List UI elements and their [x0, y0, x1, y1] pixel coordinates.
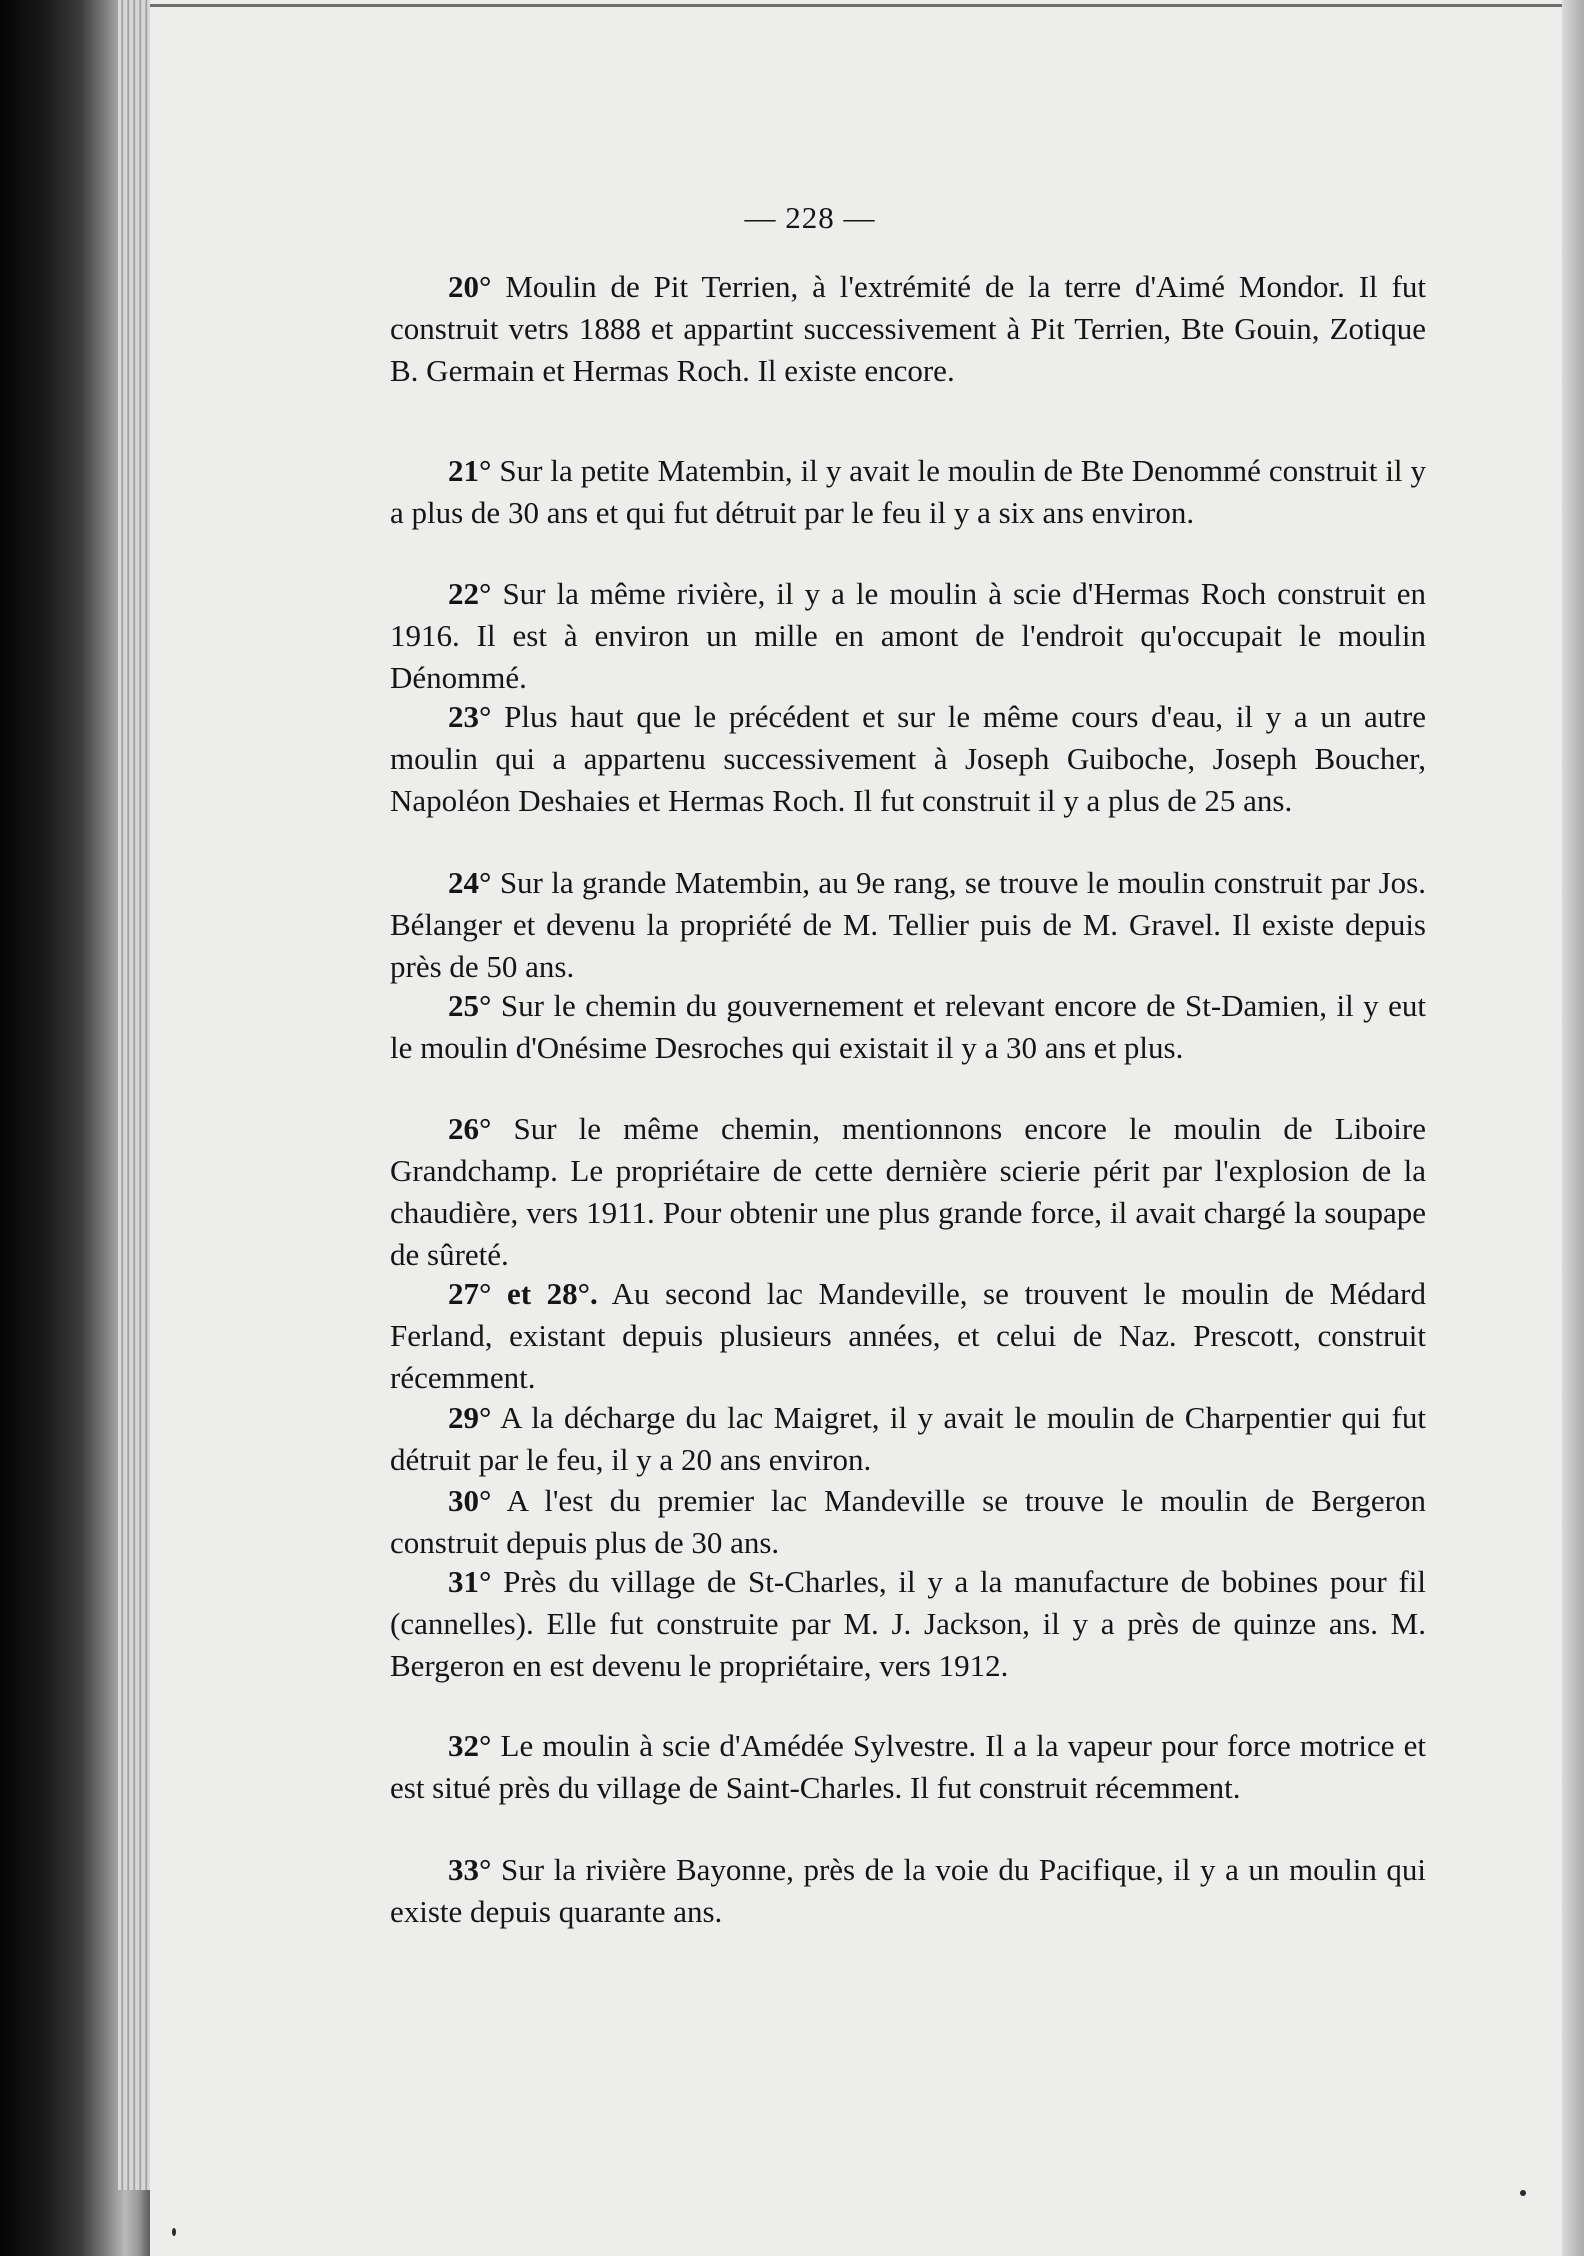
entry-number: 25° [448, 988, 492, 1023]
entry-27-28 [390, 1273, 1426, 1399]
entry-29 [390, 1397, 1426, 1481]
page-right-edge [1562, 0, 1584, 2256]
entry-text: A la décharge du lac Maigret, il y avait le moulin de Charpentier qui fut détruit par le feu, il y a 20 ans environ. [390, 1400, 1426, 1477]
top-edge-line [150, 4, 1584, 7]
entry-text: Le moulin à scie d'Amédée Sylvestre. Il a la vapeur pour force motrice et est situé près du village de Saint-Charles. Il fut construit récemment. [390, 1728, 1426, 1805]
entry-25 [390, 985, 1426, 1069]
entry-text: Au second lac Mandeville, se trouvent le moulin de Médard Ferland, existant depuis plusieurs années, et celui de Naz. Prescott, construit récemment. [390, 1276, 1426, 1395]
entry-number: 21° [448, 453, 492, 488]
entry-number: 22° [448, 576, 492, 611]
entry-30 [390, 1480, 1426, 1564]
entry-text: Sur la même rivière, il y a le moulin à scie d'Hermas Roch construit en 1916. Il est à environ un mille en amont de l'endroit qu'occupait le moulin Dénommé. [390, 576, 1426, 695]
entry-number: 24° [448, 865, 492, 900]
entry-number: 26° [448, 1111, 492, 1146]
page-number: — 228 — [744, 200, 876, 235]
entry-33 [390, 1849, 1426, 1933]
entry-text: Sur la petite Matembin, il y avait le moulin de Bte Denommé construit il y a plus de 30 ans et qui fut détruit par le feu il y a six ans environ. [390, 453, 1426, 530]
entry-number: 27° et 28°. [448, 1276, 598, 1311]
entry-22 [390, 573, 1426, 699]
entry-20 [390, 266, 1426, 392]
entry-text: Sur le même chemin, mentionnons encore le moulin de Liboire Grandchamp. Le propriétaire de cette dernière scierie périt par l'explosion de la chaudière, vers 1911. Pour obtenir une plus grande force, il avait chargé la soupape de sûreté. [390, 1111, 1426, 1272]
entry-number: 32° [448, 1728, 492, 1763]
entry-text: Moulin de Pit Terrien, à l'extrémité de la terre d'Aimé Mondor. Il fut construit vetrs 1888 et appartint successivement à Pit Terrien, Bte Gouin, Zotique B. Germain et Hermas Roch. Il existe encore. [390, 269, 1427, 388]
entry-text: Sur le chemin du gouvernement et relevant encore de St-Damien, il y eut le moulin d'Onésime Desroches qui existait il y a 30 ans et plus. [390, 988, 1426, 1065]
entry-number: 20° [448, 269, 492, 304]
entry-24 [390, 862, 1426, 988]
entry-26 [390, 1108, 1426, 1276]
entry-23 [390, 696, 1426, 822]
entry-number: 33° [448, 1852, 492, 1887]
entry-number: 29° [448, 1400, 492, 1435]
entry-31 [390, 1561, 1426, 1687]
page-stack-edge [118, 0, 152, 2190]
entry-number: 31° [448, 1564, 492, 1599]
entry-text: A l'est du premier lac Mandeville se trouve le moulin de Bergeron construit depuis plus de 30 ans. [390, 1483, 1426, 1560]
entry-text: Sur la grande Matembin, au 9e rang, se trouve le moulin construit par Jos. Bélanger et devenu la propriété de M. Tellier puis de M. Gravel. Il existe depuis près de 50 ans. [390, 865, 1426, 984]
scan-speck [1520, 2190, 1526, 2196]
entry-number: 30° [448, 1483, 492, 1518]
entry-text: Sur la rivière Bayonne, près de la voie du Pacifique, il y a un moulin qui existe depuis quarante ans. [390, 1852, 1426, 1929]
entry-text: Près du village de St-Charles, il y a la manufacture de bobines pour fil (cannelles). Elle fut construite par M. J. Jackson, il y a près de quinze ans. M. Bergeron en est devenu le propriétaire, vers 1912. [390, 1564, 1427, 1683]
entry-text: Plus haut que le précédent et sur le même cours d'eau, il y a un autre moulin qui a appartenu successivement à Joseph Guiboche, Joseph Boucher, Napoléon Deshaies et Hermas Roch. Il fut construit il y a plus de 25 ans. [390, 699, 1426, 818]
entry-21 [390, 450, 1426, 534]
entry-number: 23° [448, 699, 492, 734]
entry-32 [390, 1725, 1426, 1809]
scan-speck [172, 2228, 176, 2236]
